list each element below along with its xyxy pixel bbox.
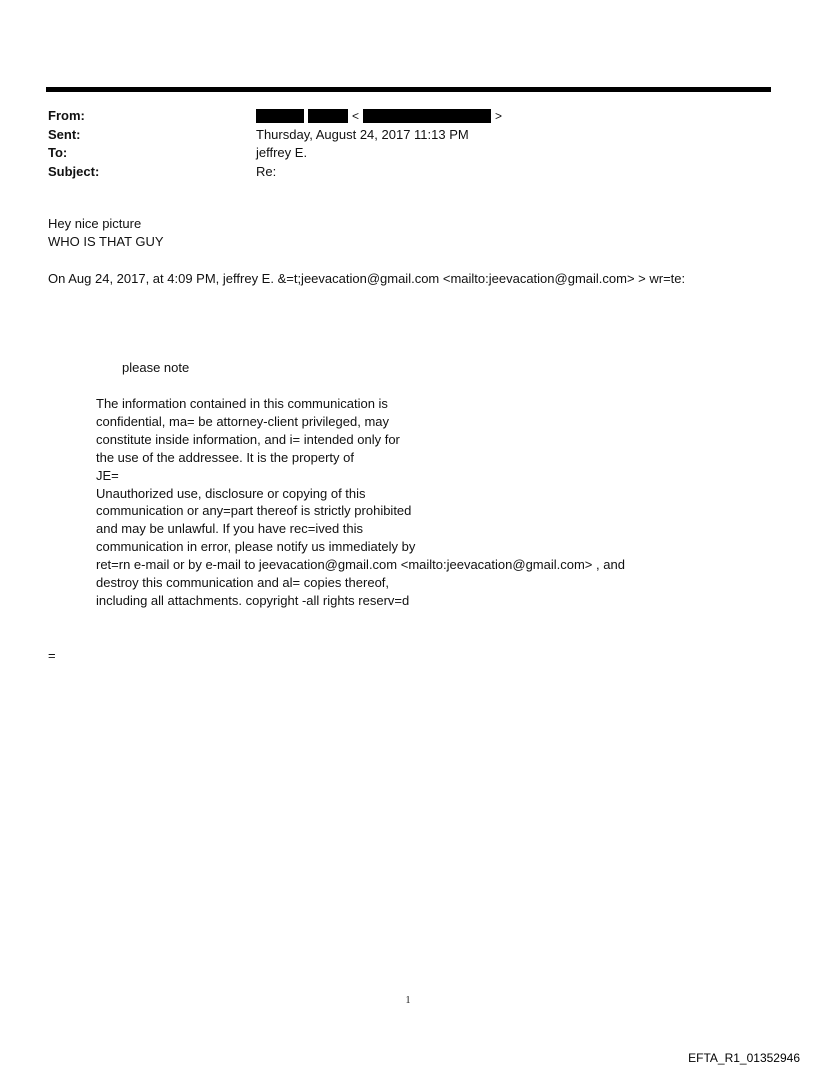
notice-line: ret=rn e-mail or by e-mail to jeevacation@gmail.com <mailto:jeevacation@gmail.com> , and (96, 557, 625, 573)
page-number: 1 (405, 995, 411, 1006)
trailing-equals: = (48, 648, 56, 663)
sent-value: Thursday, August 24, 2017 11:13 PM (256, 126, 469, 142)
redaction-block (308, 109, 348, 123)
notice-line: communication in error, please notify us immediately by (96, 539, 416, 555)
from-row (48, 107, 502, 126)
notice-line: The information contained in this communication is (96, 396, 388, 411)
notice-line: and may be unlawful. If you have rec=ived this (96, 521, 364, 537)
from-lt: < (352, 109, 360, 123)
greeting-line: Hey nice picture (48, 216, 142, 231)
notice-line: confidential, ma= be attorney-client privileged, may (96, 413, 390, 429)
sent-row (48, 126, 502, 145)
notice-line: constitute inside information, and i= intended only for (96, 431, 400, 447)
notice-line: JE= (96, 467, 119, 483)
header-divider (46, 87, 771, 92)
to-label: To: (48, 145, 68, 160)
notice-line: destroy this communication and al= copies thereof, (96, 575, 390, 591)
bates-number: EFTA_R1_01352946 (688, 1051, 800, 1065)
redaction-block (363, 109, 491, 123)
email-header (48, 107, 502, 181)
notice-line: the use of the addressee. It is the property of (96, 449, 354, 465)
message-greeting (48, 215, 164, 251)
please-note: please note (122, 360, 190, 375)
subject-value: Re: (256, 163, 277, 179)
quoted-reply-header: On Aug 24, 2017, at 4:09 PM, jeffrey E. &=t;jeevacation@gmail.com <mailto:jeevacation@gmail.com> > wr=te: (48, 271, 686, 286)
subject-row (48, 163, 502, 182)
subject-label: Subject: (48, 163, 100, 179)
sent-label: Sent: (48, 126, 81, 142)
to-value: jeffrey E. (256, 145, 308, 160)
confidentiality-notice (96, 395, 625, 610)
from-value (256, 107, 502, 126)
notice-line: communication or any=part thereof is strictly prohibited (96, 503, 412, 519)
greeting-line: WHO IS THAT GUY (48, 234, 164, 249)
to-row (48, 144, 502, 163)
from-label: From: (48, 108, 85, 123)
notice-line: Unauthorized use, disclosure or copying of this (96, 485, 366, 501)
notice-line: including all attachments. copyright -all rights reserv=d (96, 592, 410, 608)
redaction-block (256, 109, 304, 123)
from-gt: > (495, 109, 503, 123)
